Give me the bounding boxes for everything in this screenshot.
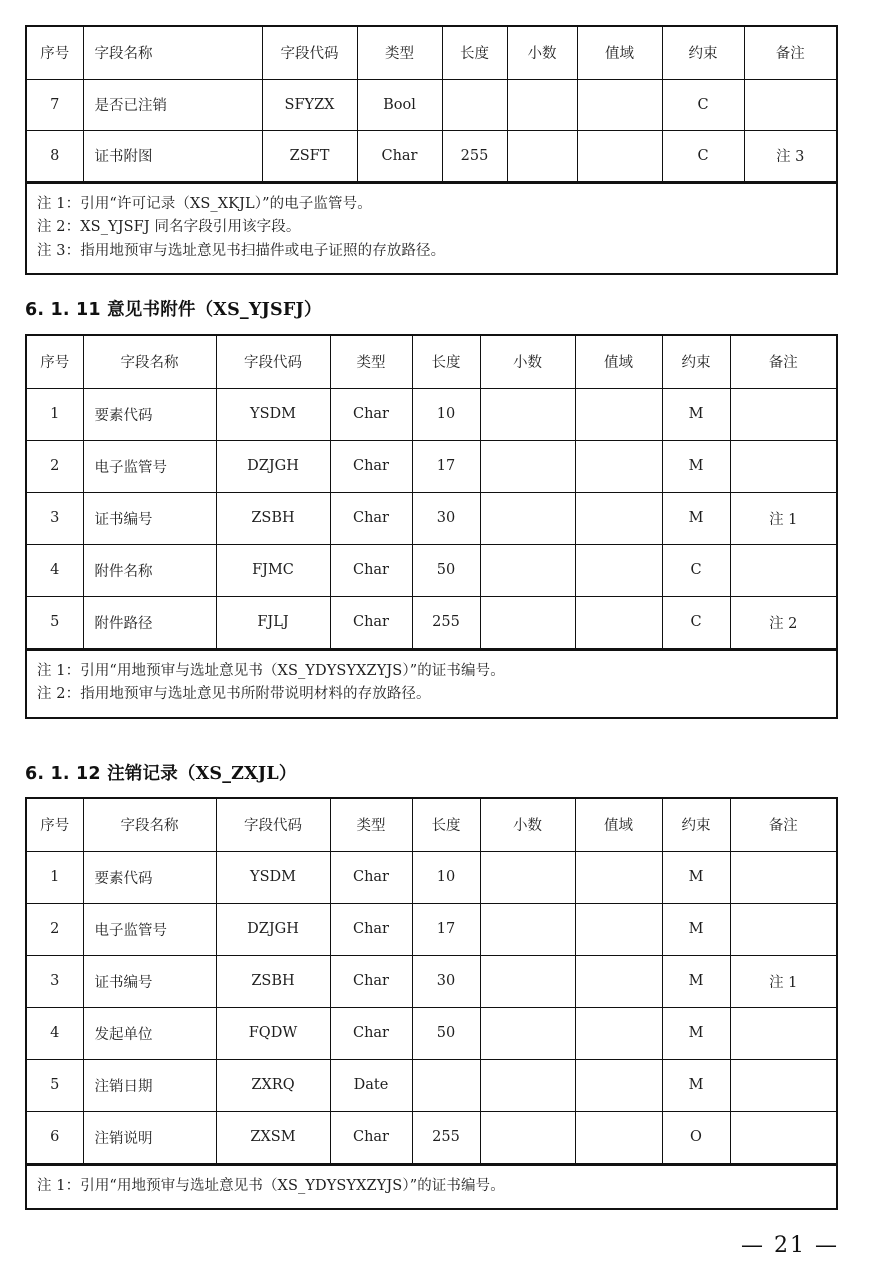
column-header-2: 字段代码	[216, 799, 330, 851]
note-line: 注 2：XS_YJSFJ 同名字段引用该字段。	[37, 219, 301, 235]
table-header-row	[27, 336, 836, 388]
column-header-8: 备注	[744, 27, 836, 79]
cell-小数	[507, 130, 577, 181]
cell-字段代码: FJLJ	[216, 596, 330, 648]
cell-值域	[575, 955, 662, 1007]
column-header-3: 类型	[357, 27, 442, 79]
table-row	[27, 544, 836, 596]
table-row	[27, 79, 836, 130]
cell-长度	[412, 1059, 480, 1111]
cell-约束: M	[662, 388, 730, 440]
cell-值域	[575, 544, 662, 596]
column-header-2: 字段代码	[262, 27, 357, 79]
cell-值域	[575, 1111, 662, 1163]
cell-备注	[730, 388, 836, 440]
cell-字段名称: 证书编号	[83, 492, 216, 544]
cell-约束: M	[662, 903, 730, 955]
cell-类型: Char	[330, 955, 412, 1007]
cell-字段名称: 附件名称	[83, 544, 216, 596]
column-header-5: 小数	[480, 336, 575, 388]
cell-备注: 注 1	[730, 955, 836, 1007]
note-line: 注 1：引用“许可记录（XS_XKJL）”的电子监管号。	[37, 195, 372, 212]
column-header-6: 值域	[575, 336, 662, 388]
table-notes-zxjl	[27, 1164, 836, 1209]
cell-小数	[480, 492, 575, 544]
cell-长度	[442, 79, 507, 130]
cell-值域	[575, 388, 662, 440]
cell-字段名称: 注销日期	[83, 1059, 216, 1111]
cell-序号: 3	[27, 955, 83, 1007]
cell-字段代码: YSDM	[216, 851, 330, 903]
column-header-8: 备注	[730, 336, 836, 388]
cell-小数	[480, 903, 575, 955]
cell-长度: 255	[442, 130, 507, 181]
cell-约束: M	[662, 851, 730, 903]
heading-title: 意见书附件	[107, 300, 196, 320]
cell-约束: M	[662, 955, 730, 1007]
column-header-5: 小数	[480, 799, 575, 851]
cell-长度: 30	[412, 955, 480, 1007]
table-row	[27, 130, 836, 181]
cell-长度: 10	[412, 851, 480, 903]
cell-字段代码: ZSBH	[216, 955, 330, 1007]
cell-字段名称: 要素代码	[83, 851, 216, 903]
note-line: 注 1：引用“用地预审与选址意见书（XS_YDYSYXZYJS）”的证书编号。	[37, 1177, 505, 1194]
data-table-zxjl	[27, 799, 836, 1164]
cell-约束: M	[662, 440, 730, 492]
cell-字段名称: 证书编号	[83, 955, 216, 1007]
cell-小数	[480, 955, 575, 1007]
heading-number: 6. 1. 11	[25, 300, 101, 320]
cell-序号: 1	[27, 388, 83, 440]
note-line: 注 3：指用地预审与选址意见书扫描件或电子证照的存放路径。	[37, 242, 446, 259]
cell-序号: 3	[27, 492, 83, 544]
table-row	[27, 1059, 836, 1111]
cell-小数	[480, 851, 575, 903]
cell-类型: Char	[330, 596, 412, 648]
cell-小数	[480, 1059, 575, 1111]
data-table-block-yjsfj	[25, 334, 838, 719]
cell-长度: 255	[412, 1111, 480, 1163]
cell-字段名称: 发起单位	[83, 1007, 216, 1059]
cell-类型: Char	[330, 851, 412, 903]
cell-备注: 注 2	[730, 596, 836, 648]
column-header-0: 序号	[27, 799, 83, 851]
cell-长度: 17	[412, 903, 480, 955]
cell-序号: 4	[27, 544, 83, 596]
cell-字段名称: 注销说明	[83, 1111, 216, 1163]
cell-字段名称: 证书附图	[83, 130, 262, 181]
cell-约束: C	[662, 544, 730, 596]
cell-序号: 1	[27, 851, 83, 903]
cell-值域	[575, 440, 662, 492]
cell-约束: C	[662, 596, 730, 648]
table-row	[27, 440, 836, 492]
table-row	[27, 903, 836, 955]
data-table-continued	[27, 27, 836, 182]
cell-小数	[480, 1111, 575, 1163]
cell-字段名称: 附件路径	[83, 596, 216, 648]
cell-值域	[575, 851, 662, 903]
cell-长度: 10	[412, 388, 480, 440]
column-header-5: 小数	[507, 27, 577, 79]
cell-约束: C	[662, 79, 744, 130]
table-row	[27, 955, 836, 1007]
cell-约束: M	[662, 1007, 730, 1059]
column-header-4: 长度	[412, 799, 480, 851]
cell-类型: Char	[330, 903, 412, 955]
cell-类型: Char	[330, 440, 412, 492]
column-header-6: 值域	[575, 799, 662, 851]
table-row	[27, 388, 836, 440]
cell-值域	[575, 903, 662, 955]
cell-字段代码: SFYZX	[262, 79, 357, 130]
heading-code: （XS_YJSFJ）	[195, 300, 322, 320]
column-header-4: 长度	[412, 336, 480, 388]
cell-备注: 注 3	[744, 130, 836, 181]
column-header-0: 序号	[27, 336, 83, 388]
column-header-3: 类型	[330, 799, 412, 851]
cell-字段代码: ZXRQ	[216, 1059, 330, 1111]
column-header-6: 值域	[577, 27, 662, 79]
cell-长度: 50	[412, 1007, 480, 1059]
cell-长度: 30	[412, 492, 480, 544]
cell-备注	[730, 851, 836, 903]
cell-字段代码: YSDM	[216, 388, 330, 440]
column-header-1: 字段名称	[83, 27, 262, 79]
cell-值域	[575, 1059, 662, 1111]
cell-字段代码: ZSFT	[262, 130, 357, 181]
table-row	[27, 596, 836, 648]
cell-类型: Bool	[357, 79, 442, 130]
cell-备注	[730, 1007, 836, 1059]
cell-类型: Date	[330, 1059, 412, 1111]
cell-字段代码: ZSBH	[216, 492, 330, 544]
heading-title: 注销记录	[107, 764, 178, 784]
cell-备注	[730, 1059, 836, 1111]
cell-序号: 5	[27, 1059, 83, 1111]
column-header-0: 序号	[27, 27, 83, 79]
cell-长度: 255	[412, 596, 480, 648]
data-table-block-zxjl	[25, 797, 838, 1210]
column-header-7: 约束	[662, 27, 744, 79]
cell-类型: Char	[330, 544, 412, 596]
cell-值域	[577, 130, 662, 181]
heading-number: 6. 1. 12	[25, 764, 101, 784]
cell-类型: Char	[357, 130, 442, 181]
cell-字段名称: 要素代码	[83, 388, 216, 440]
column-header-3: 类型	[330, 336, 412, 388]
column-header-1: 字段名称	[83, 336, 216, 388]
column-header-2: 字段代码	[216, 336, 330, 388]
cell-备注	[730, 440, 836, 492]
column-header-8: 备注	[730, 799, 836, 851]
cell-约束: M	[662, 492, 730, 544]
cell-字段代码: DZJGH	[216, 903, 330, 955]
cell-序号: 2	[27, 440, 83, 492]
table-header-row	[27, 27, 836, 79]
cell-序号: 8	[27, 130, 83, 181]
heading-code: （XS_ZXJL）	[177, 764, 297, 784]
cell-序号: 2	[27, 903, 83, 955]
cell-小数	[507, 79, 577, 130]
cell-小数	[480, 596, 575, 648]
cell-类型: Char	[330, 492, 412, 544]
cell-字段代码: DZJGH	[216, 440, 330, 492]
cell-序号: 5	[27, 596, 83, 648]
cell-约束: O	[662, 1111, 730, 1163]
cell-序号: 6	[27, 1111, 83, 1163]
cell-长度: 17	[412, 440, 480, 492]
cell-字段代码: FJMC	[216, 544, 330, 596]
cell-序号: 4	[27, 1007, 83, 1059]
cell-备注	[730, 1111, 836, 1163]
note-line: 注 2：指用地预审与选址意见书所附带说明材料的存放路径。	[37, 686, 431, 702]
cell-长度: 50	[412, 544, 480, 596]
cell-值域	[577, 79, 662, 130]
cell-值域	[575, 1007, 662, 1059]
section-heading-6-1-12	[25, 760, 297, 785]
cell-类型: Char	[330, 1007, 412, 1059]
table-notes-continued	[27, 182, 836, 274]
cell-字段名称: 电子监管号	[83, 903, 216, 955]
cell-小数	[480, 440, 575, 492]
cell-字段名称: 是否已注销	[83, 79, 262, 130]
table-row	[27, 851, 836, 903]
data-table-yjsfj	[27, 336, 836, 649]
cell-备注	[744, 79, 836, 130]
column-header-7: 约束	[662, 799, 730, 851]
cell-小数	[480, 388, 575, 440]
cell-值域	[575, 492, 662, 544]
data-table-block-continued	[25, 25, 838, 275]
table-row	[27, 492, 836, 544]
cell-字段名称: 电子监管号	[83, 440, 216, 492]
cell-约束: C	[662, 130, 744, 181]
cell-字段代码: ZXSM	[216, 1111, 330, 1163]
cell-字段代码: FQDW	[216, 1007, 330, 1059]
column-header-4: 长度	[442, 27, 507, 79]
table-notes-yjsfj	[27, 649, 836, 717]
column-header-7: 约束	[662, 336, 730, 388]
cell-备注	[730, 903, 836, 955]
cell-备注: 注 1	[730, 492, 836, 544]
table-row	[27, 1007, 836, 1059]
cell-小数	[480, 1007, 575, 1059]
cell-备注	[730, 544, 836, 596]
cell-类型: Char	[330, 388, 412, 440]
cell-值域	[575, 596, 662, 648]
table-row	[27, 1111, 836, 1163]
cell-约束: M	[662, 1059, 730, 1111]
section-heading-6-1-11	[25, 296, 322, 321]
page-number: — 21 —	[741, 1233, 839, 1258]
column-header-1: 字段名称	[83, 799, 216, 851]
cell-类型: Char	[330, 1111, 412, 1163]
note-line: 注 1：引用“用地预审与选址意见书（XS_YDYSYXZYJS）”的证书编号。	[37, 662, 505, 679]
cell-序号: 7	[27, 79, 83, 130]
table-header-row	[27, 799, 836, 851]
cell-小数	[480, 544, 575, 596]
